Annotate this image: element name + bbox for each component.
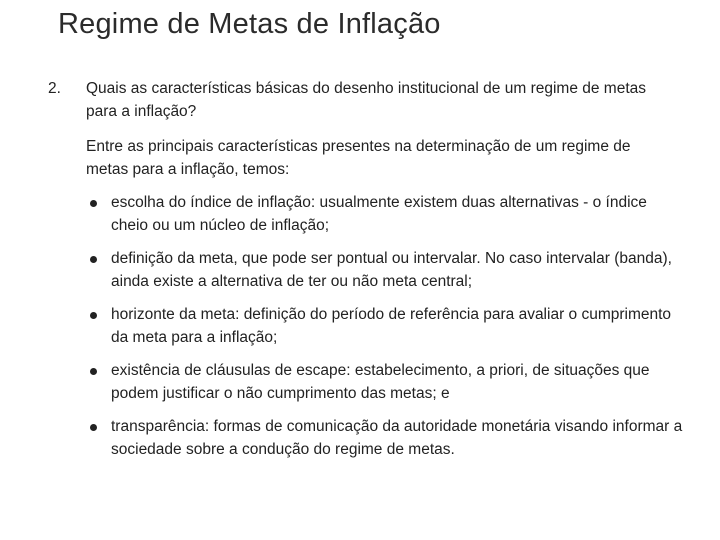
answer-intro: Entre as principais características presentes na determinação de um regime de metas para a inflação, temos:: [86, 138, 631, 178]
list-item: [86, 360, 686, 405]
list-item: [86, 416, 686, 461]
bullet-icon: [90, 312, 97, 319]
list-item: [86, 304, 686, 349]
list-item: [86, 248, 686, 293]
question-number: 2.: [48, 80, 61, 97]
list-item-text: escolha do índice de inflação: usualmente existem duas alternativas - o índice cheio ou um núcleo de inflação;: [111, 194, 647, 234]
list-item-text: definição da meta, que pode ser pontual ou intervalar. No caso intervalar (banda), ainda existe a alternativa de ter ou não meta central;: [111, 250, 672, 290]
question-text: Quais as características básicas do desenho institucional de um regime de metas para a inflação?: [86, 80, 647, 120]
list-item-text: existência de cláusulas de escape: estabelecimento, a priori, de situações que podem justificar o não cumprimento das metas; e: [111, 362, 650, 402]
bullet-icon: [90, 424, 97, 431]
slide-title: Regime de Metas de Inflação: [58, 8, 441, 40]
bullet-icon: [90, 256, 97, 263]
list-item-text: transparência: formas de comunicação da autoridade monetária visando informar a sociedade sobre a condução do regime de metas.: [111, 418, 683, 458]
characteristics-list: [86, 192, 686, 472]
list-item-text: horizonte da meta: definição do período de referência para avaliar o cumprimento da meta para a inflação;: [111, 306, 672, 346]
bullet-icon: [90, 200, 97, 207]
bullet-icon: [90, 368, 97, 375]
list-item: [86, 192, 686, 237]
